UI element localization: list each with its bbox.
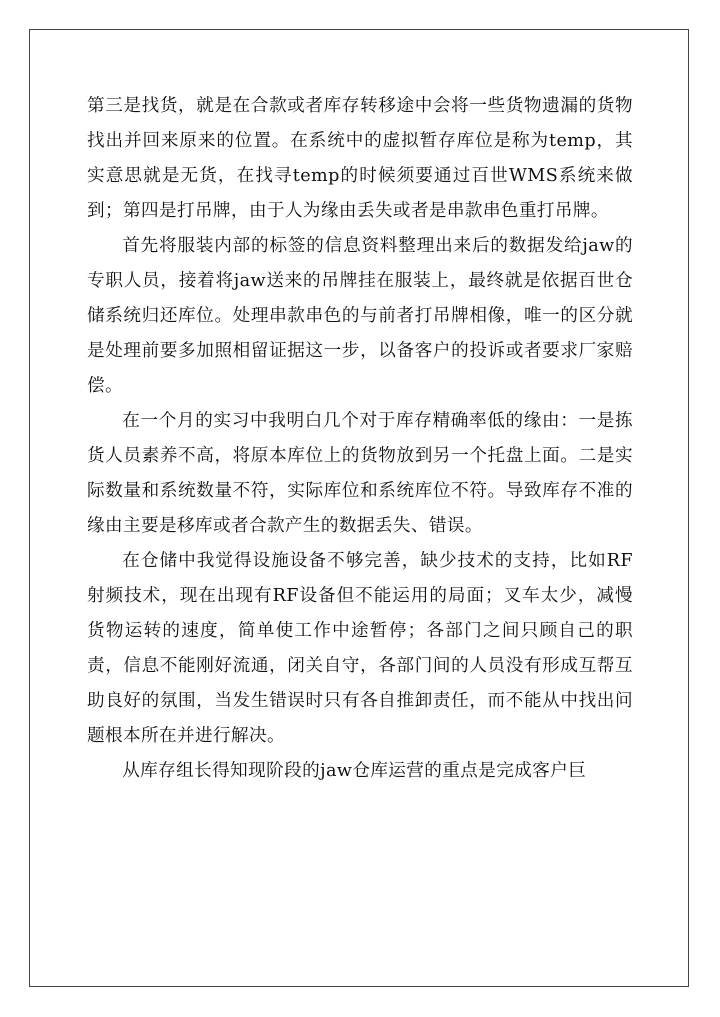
paragraph-4: 在仓储中我觉得设施设备不够完善，缺少技术的支持，比如RF射频技术，现在出现有RF设备但不能运用的局面；叉车太少，减慢货物运转的速度，简单使工作中途暂停；各部门之间只顾自己的职责，信息不能刚好流通，闭关自守，各部门间的人员没有形成互帮互助良好的氛围，当发生错误时只有各自推卸责任，而不能从中找出问题根本所在并进行解决。 bbox=[87, 551, 633, 746]
paragraph-1: 第三是找货，就是在合款或者库存转移途中会将一些货物遗漏的货物找出并回来原来的位置。在系统中的虚拟暂存库位是称为temp，其实意思就是无货，在找寻temp的时候须要通过百世WMS系统来做到；第四是打吊牌，由于人为缘由丢失或者是串款串色重打吊牌。 bbox=[87, 96, 633, 221]
paragraph-2: 首先将服装内部的标签的信息资料整理出来后的数据发给jaw的专职人员，接着将jaw送来的吊牌挂在服装上，最终就是依据百世仓储系统归还库位。处理串款串色的与前者打吊牌相像，唯一的区分就是处理前要多加照相留证据这一步，以备客户的投诉或者要求厂家赔偿。 bbox=[87, 236, 633, 396]
paragraph-3: 在一个月的实习中我明白几个对于库存精确率低的缘由：一是拣货人员素养不高，将原本库位上的货物放到另一个托盘上面。二是实际数量和系统数量不符，实际库位和系统库位不符。导致库存不准的缘由主要是移库或者合款产生的数据丢失、错误。 bbox=[87, 411, 633, 536]
paragraph-5: 从库存组长得知现阶段的jaw仓库运营的重点是完成客户巨 bbox=[122, 761, 587, 781]
document-body bbox=[87, 89, 633, 789]
